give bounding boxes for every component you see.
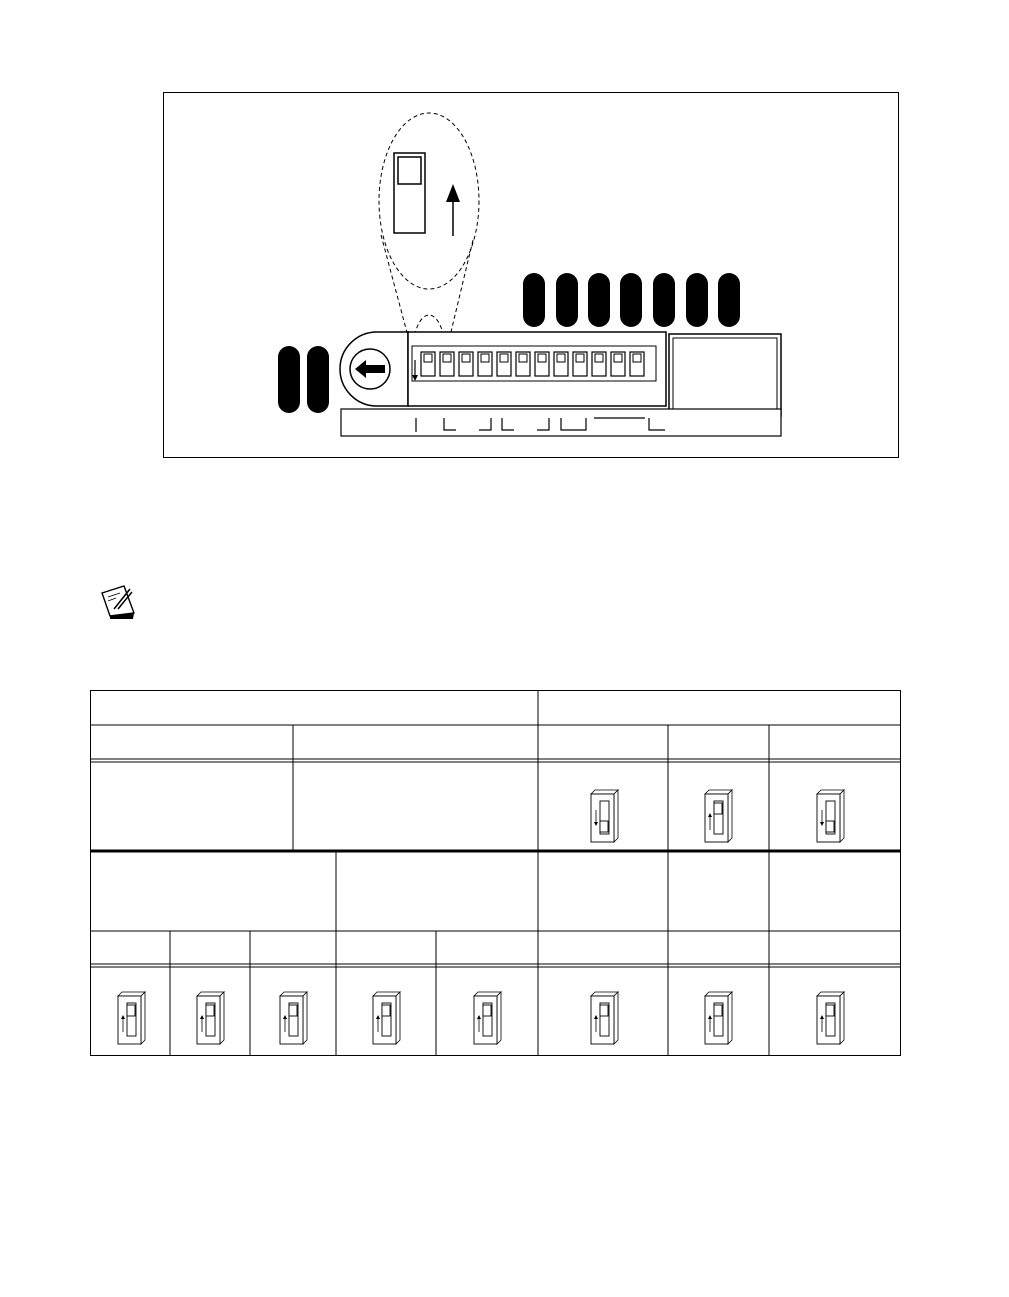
- dip-switch-up-icon: [591, 992, 618, 1044]
- board-diagram: [0, 0, 1009, 470]
- dip-switch-down-icon: [591, 790, 618, 842]
- dip-switch-up-icon: [118, 992, 145, 1044]
- dip-switch-up-icon: [705, 790, 732, 842]
- header-pins-top: [523, 273, 740, 327]
- arrow-up-icon: [446, 184, 460, 236]
- header-pins-left: [278, 346, 329, 413]
- dip-switch-up-icon: [705, 992, 732, 1044]
- dip-switch-up-icon: [817, 992, 844, 1044]
- dip-switch-up-icon: [474, 992, 501, 1044]
- note-pencil-icon: [100, 583, 136, 619]
- rotary-switch: [340, 332, 408, 406]
- dip-switch-down-icon: [817, 790, 844, 842]
- dip-switch-up-icon: [280, 992, 307, 1044]
- switch-config-table: [90, 690, 901, 1056]
- dip-switch-up-icon: [373, 992, 400, 1044]
- switch-detail-icon: [394, 153, 425, 233]
- dip-switch-up-icon: [197, 992, 224, 1044]
